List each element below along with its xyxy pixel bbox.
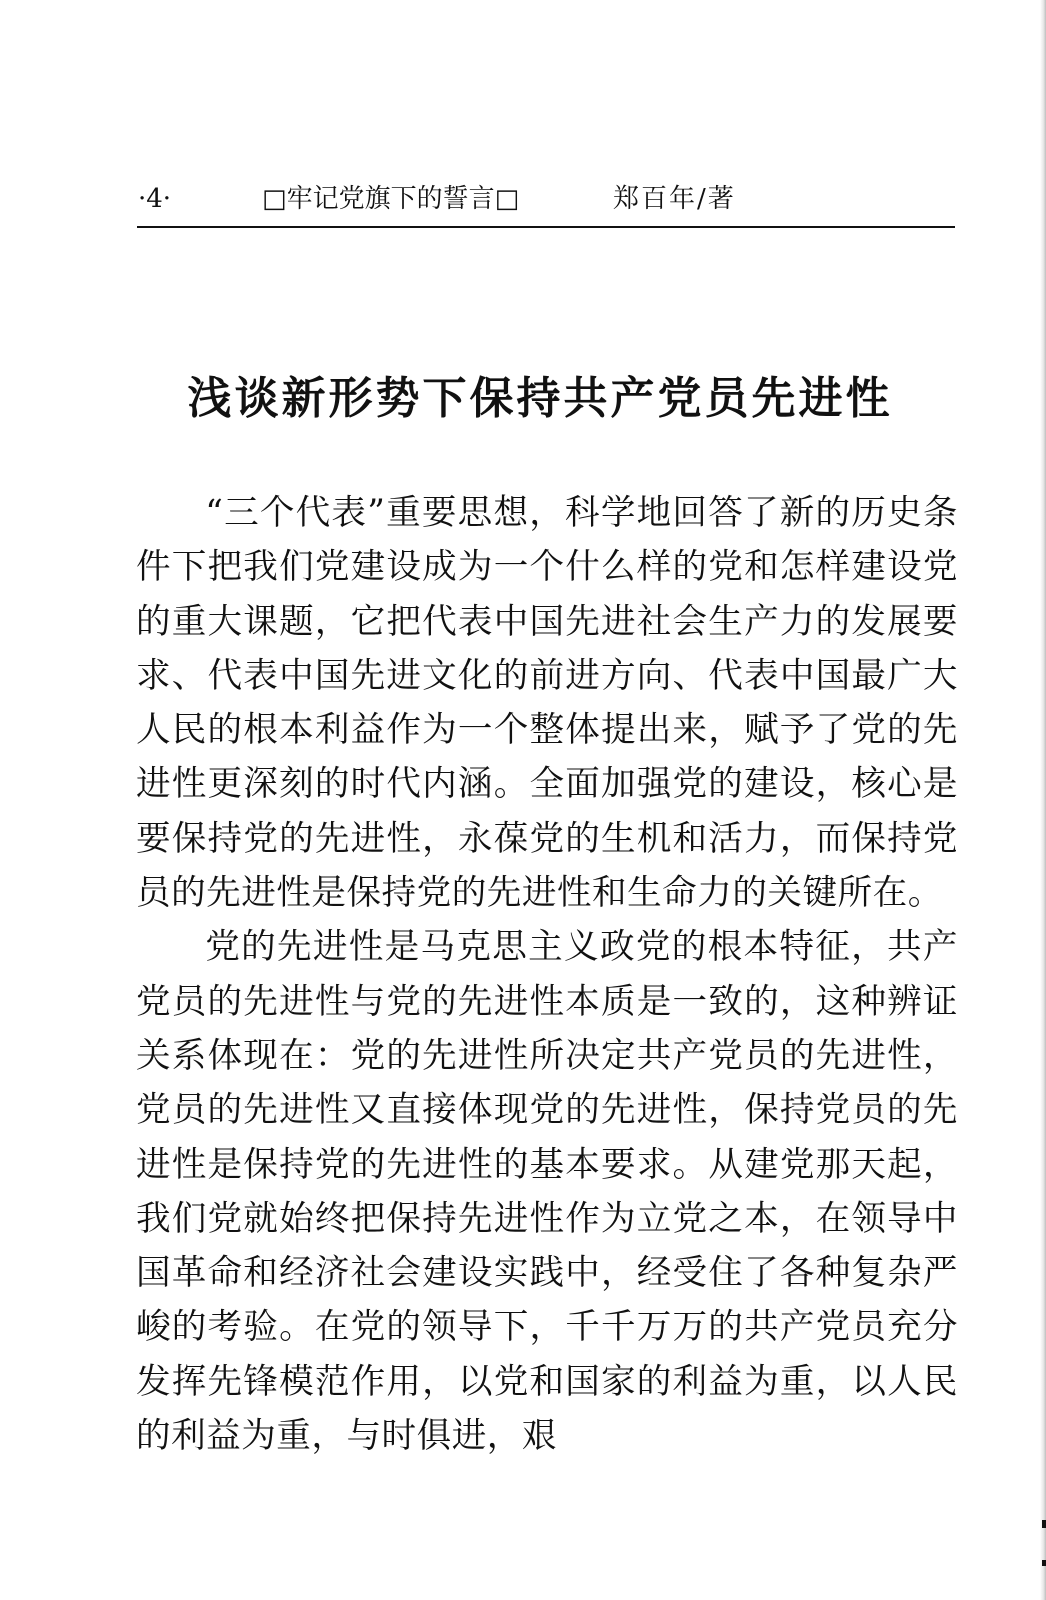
paragraph: “三个代表”重要思想，科学地回答了新的历史条件下把我们党建设成为一个什么样的党和怎样建设党的重大课题，它把代表中国先进社会生产力的发展要求、代表中国先进文化的前进方向、代表中国最广大人民的根本利益作为一个整体提出来，赋予了党的先进性更深刻的时代内涵。全面加强党的建设，核心是要保持党的先进性，永葆党的生机和活力，而保持党员的先进性是保持党的先进性和生命力的关键所在。 xyxy=(136,493,958,914)
author-credit: 郑百年/著 xyxy=(613,184,736,214)
scan-artifact xyxy=(1042,1520,1046,1528)
book-title: □牢记党旗下的誓言□ xyxy=(262,184,520,214)
article-body xyxy=(136,486,958,1463)
scan-edge xyxy=(1040,0,1046,1600)
paragraph: 党的先进性是马克思主义政党的根本特征，共产党员的先进性与党的先进性本质是一致的，这种辨证关系体现在：党的先进性所决定共产党员的先进性，党员的先进性又直接体现党的先进性，保持党员的先进性是保持党的先进性的基本要求。从建党那天起，我们党就始终把保持先进性作为立党之本，在领导中国革命和经济社会建设实践中，经受住了各种复杂严峻的考验。在党的领导下，千千万万的共产党员充分发挥先锋模范作用，以党和国家的利益为重，以人民的利益为重，与时俱进，艰 xyxy=(136,927,958,1457)
header-rule xyxy=(137,226,955,228)
page-number: ·4· xyxy=(138,184,172,214)
running-header xyxy=(138,182,956,216)
article-title: 浅谈新形势下保持共产党员先进性 xyxy=(187,373,893,425)
scan-artifact xyxy=(1042,1560,1046,1566)
